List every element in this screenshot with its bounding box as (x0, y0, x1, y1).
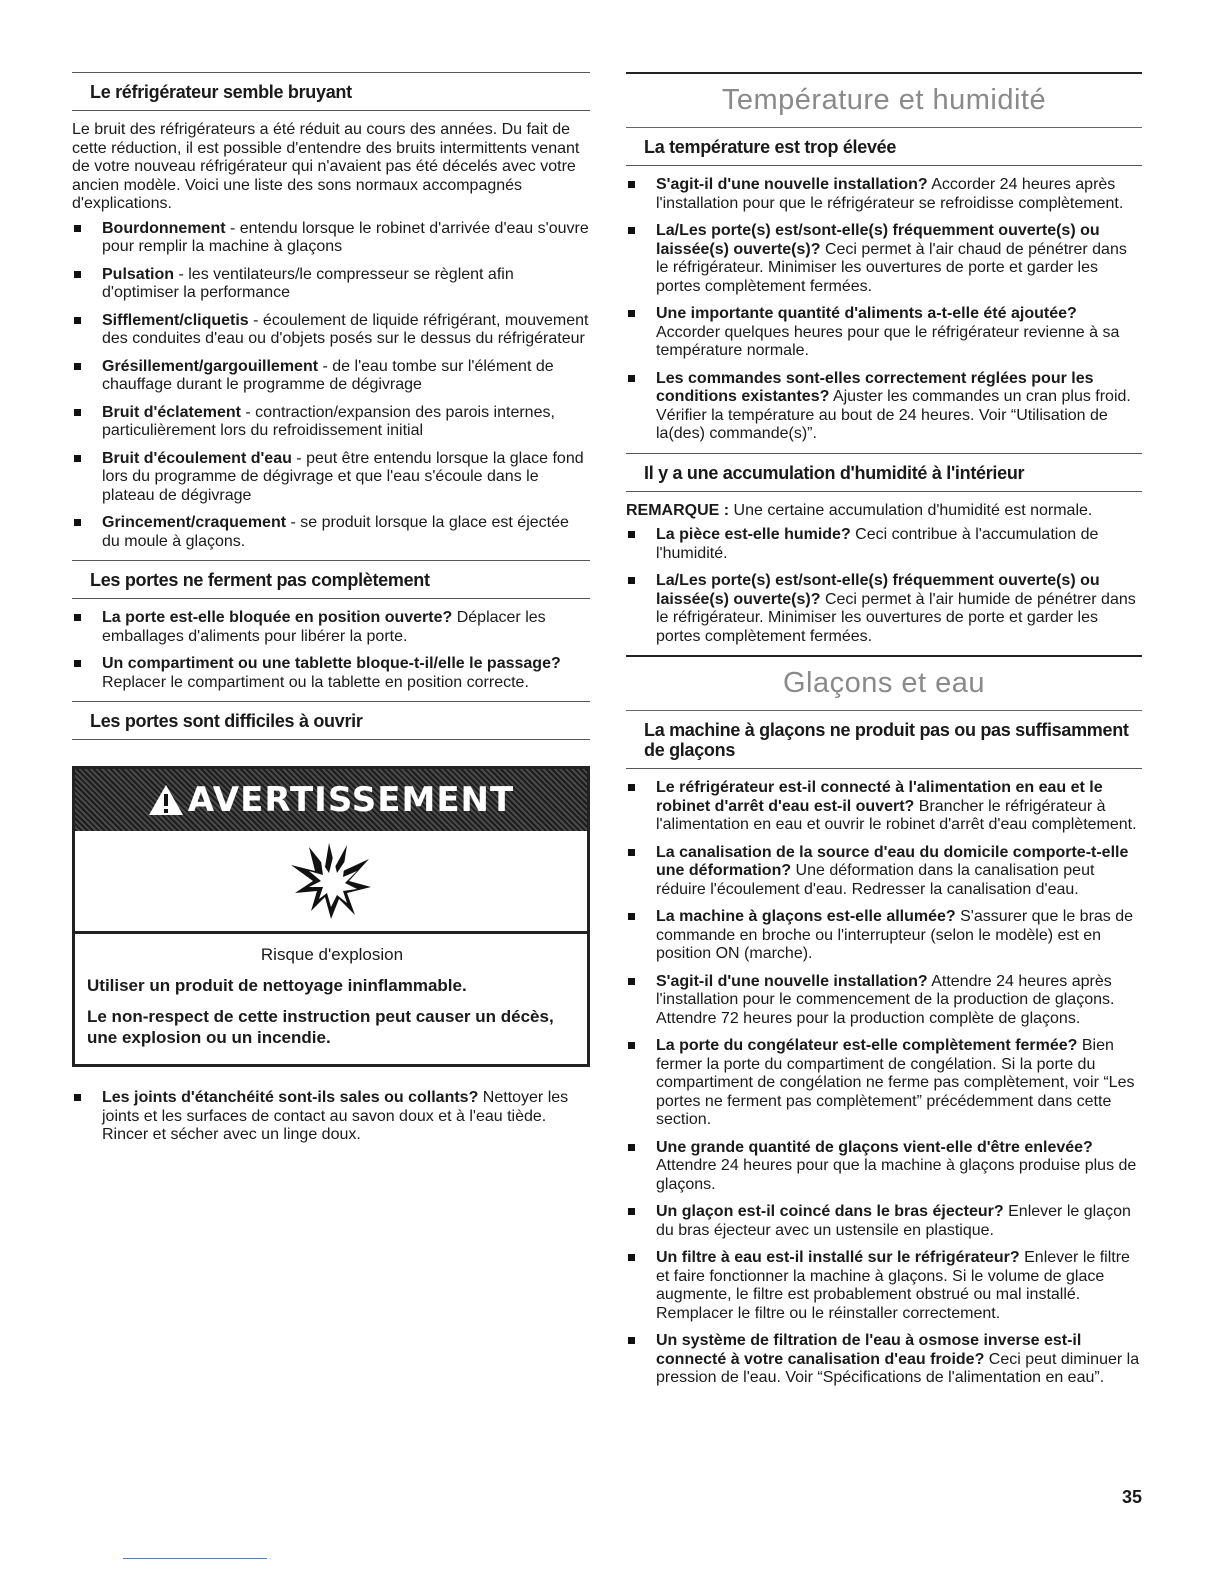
bullet-icon (628, 1254, 635, 1261)
temp-section-title: Température et humidité (626, 72, 1142, 128)
list-item: La/Les porte(s) est/sont-elle(s) fréquemment ouverte(s) ou laissée(s) ouverte(s)? Ceci permet à l'air humide de pénétrer dans le réfrigérateur. Minimiser les ouvertures de porte et garder les portes complètement fermées. (626, 572, 1142, 646)
list-item: Une importante quantité d'aliments a-t-elle été ajoutée? Accorder quelques heures pour que le réfrigérateur revienne à sa température normale. (626, 305, 1142, 361)
noisy-heading: Le réfrigérateur semble bruyant (72, 72, 590, 111)
doors-close-heading: Les portes ne ferment pas complètement (72, 560, 590, 599)
list-item: Bruit d'écoulement d'eau - peut être entendu lorsque la glace fond lors du programme de dégivrage et que l'eau s'écoule dans le plateau de dégivrage (72, 450, 590, 506)
doors-close-list (72, 609, 590, 692)
right-column (626, 72, 1142, 1397)
bullet-icon (628, 913, 635, 920)
warning-banner (75, 769, 587, 831)
bullet-icon (74, 614, 81, 621)
list-item: Pulsation - les ventilateurs/le compresseur se règlent afin d'optimiser la performance (72, 266, 590, 303)
list-item: Bruit d'éclatement - contraction/expansion des parois internes, particulièrement lors du refroidissement initial (72, 404, 590, 441)
bullet-icon (628, 531, 635, 538)
ice-maker-list (626, 779, 1142, 1388)
bullet-icon (628, 784, 635, 791)
bullet-icon (74, 363, 81, 370)
list-item: Les commandes sont-elles correctement réglées pour les conditions existantes? Ajuster les commandes un cran plus froid. Vérifier la température au bout de 24 heures. Voir “Utilisation de la(des) commande(s)”. (626, 370, 1142, 444)
bullet-icon (628, 577, 635, 584)
explosion-icon (289, 841, 373, 921)
bullet-icon (628, 1208, 635, 1215)
list-item: La pièce est-elle humide? Ceci contribue à l'accumulation de l'humidité. (626, 526, 1142, 563)
warning-risk: Risque d'explosion (260, 945, 404, 964)
warning-banner-text: AVERTISSEMENT (187, 780, 515, 820)
warning-box (72, 766, 590, 1067)
bullet-icon (628, 1042, 635, 1049)
bullet-icon (628, 978, 635, 985)
humidity-list (626, 526, 1142, 646)
bullet-icon (628, 227, 635, 234)
warning-text (75, 934, 587, 1064)
warning-instruction: Utiliser un produit de nettoyage ininflammable. (87, 976, 467, 995)
bullet-icon (628, 181, 635, 188)
bullet-icon (74, 1094, 81, 1101)
warning-triangle-icon (148, 784, 184, 816)
list-item: Un glaçon est-il coincé dans le bras éjecteur? Enlever le glaçon du bras éjecteur avec un ustensile en plastique. (626, 1203, 1142, 1240)
humidity-heading: Il y a une accumulation d'humidité à l'intérieur (626, 453, 1142, 492)
list-item: La porte est-elle bloquée en position ouverte? Déplacer les emballages d'aliments pour libérer la porte. (72, 609, 590, 646)
ice-section-title: Glaçons et eau (626, 655, 1142, 711)
list-item: Un système de filtration de l'eau à osmose inverse est-il connecté à votre canalisation d'eau froide? Ceci peut diminuer la pression de l'eau. Voir “Spécifications de l'alimentation en eau”. (626, 1332, 1142, 1388)
warning-consequence: Le non-respect de cette instruction peut causer un décès, une explosion ou un incendie. (87, 1007, 554, 1047)
bullet-icon (628, 310, 635, 317)
list-item: S'agit-il d'une nouvelle installation? Attendre 24 heures après l'installation pour le commencement de la production de glaçons. Attendre 72 heures pour la production complète de glaçons. (626, 973, 1142, 1029)
bullet-icon (74, 455, 81, 462)
bullet-icon (628, 1337, 635, 1344)
list-item: Grésillement/gargouillement - de l'eau tombe sur l'élément de chauffage durant le programme de dégivrage (72, 358, 590, 395)
bullet-icon (74, 225, 81, 232)
list-item: Un filtre à eau est-il installé sur le réfrigérateur? Enlever le filtre et faire fonctionner la machine à glaçons. Si le volume de glace augmente, le filtre est probablement obstrué ou mal installé. Remplacer le filtre ou le réinstaller correctement. (626, 1249, 1142, 1323)
bullet-icon (74, 519, 81, 526)
after-warning-list (72, 1089, 590, 1145)
list-item: S'agit-il d'une nouvelle installation? Accorder 24 heures après l'installation pour que le réfrigérateur se refroidisse complètement. (626, 176, 1142, 213)
bullet-icon (74, 271, 81, 278)
page-number: 35 (1121, 1487, 1142, 1507)
list-item: La canalisation de la source d'eau du domicile comporte-t-elle une déformation? Une déformation dans la canalisation peut réduire l'écoulement d'eau. Redresser la canalisation d'eau. (626, 844, 1142, 900)
bullet-icon (628, 849, 635, 856)
temp-high-heading: La température est trop élevée (626, 128, 1142, 166)
humidity-note: REMARQUE : Une certaine accumulation d'humidité est normale. (626, 501, 1093, 519)
explosion-area (75, 831, 587, 934)
ice-maker-heading: La machine à glaçons ne produit pas ou pas suffisamment de glaçons (626, 711, 1142, 769)
list-item: La machine à glaçons est-elle allumée? S'assurer que le bras de commande en broche ou l'interrupteur (selon le modèle) est en position ON (marche). (626, 908, 1142, 964)
list-item: Un compartiment ou une tablette bloque-t-il/elle le passage? Replacer le compartiment ou la tablette en position correcte. (72, 655, 590, 692)
doors-open-heading: Les portes sont difficiles à ouvrir (72, 701, 590, 740)
bullet-icon (628, 375, 635, 382)
list-item: Sifflement/cliquetis - écoulement de liquide réfrigérant, mouvement des conduites d'eau ou d'objets posés sur le dessus du réfrigérateur (72, 312, 590, 349)
bullet-icon (74, 317, 81, 324)
list-item: Grincement/craquement - se produit lorsque la glace est éjectée du moule à glaçons. (72, 514, 590, 551)
list-item: Les joints d'étanchéité sont-ils sales ou collants? Nettoyer les joints et les surfaces de contact au savon doux et à l'eau tiède. Rincer et sécher avec un linge doux. (72, 1089, 590, 1145)
list-item: Le réfrigérateur est-il connecté à l'alimentation en eau et le robinet d'arrêt d'eau est-il ouvert? Brancher le réfrigérateur à l'alimentation en eau et ouvrir le robinet d'arrêt d'eau complètement. (626, 779, 1142, 835)
temp-high-list (626, 176, 1142, 444)
bullet-icon (628, 1144, 635, 1151)
list-item: Bourdonnement - entendu lorsque le robinet d'arrivée d'eau s'ouvre pour remplir la machine à glaçons (72, 220, 590, 257)
noisy-list (72, 220, 590, 552)
list-item: Une grande quantité de glaçons vient-elle d'être enlevée? Attendre 24 heures pour que la machine à glaçons produise plus de glaçons. (626, 1139, 1142, 1195)
bullet-icon (74, 660, 81, 667)
list-item: La porte du congélateur est-elle complètement fermée? Bien fermer la porte du compartiment de congélation. Si la porte du compartiment de congélation ne ferme pas complètement, voir “Les portes ne ferment pas complètement” précédemment dans cette section. (626, 1037, 1142, 1130)
left-column (72, 72, 590, 1154)
footer-link-line (123, 1558, 267, 1559)
noisy-intro: Le bruit des réfrigérateurs a été réduit au cours des années. Du fait de cette réduction, il est possible d'entendre des bruits intermittents venant de votre nouveau réfrigérateur qui n'avaient pas été décelés avec votre ancien modèle. Voici une liste des sons normaux accompagnés d'explications. (72, 121, 580, 212)
list-item: La/Les porte(s) est/sont-elle(s) fréquemment ouverte(s) ou laissée(s) ouverte(s)? Ceci permet à l'air chaud de pénétrer dans le réfrigérateur. Minimiser les ouvertures de porte et garder les portes complètement fermées. (626, 222, 1142, 296)
bullet-icon (74, 409, 81, 416)
